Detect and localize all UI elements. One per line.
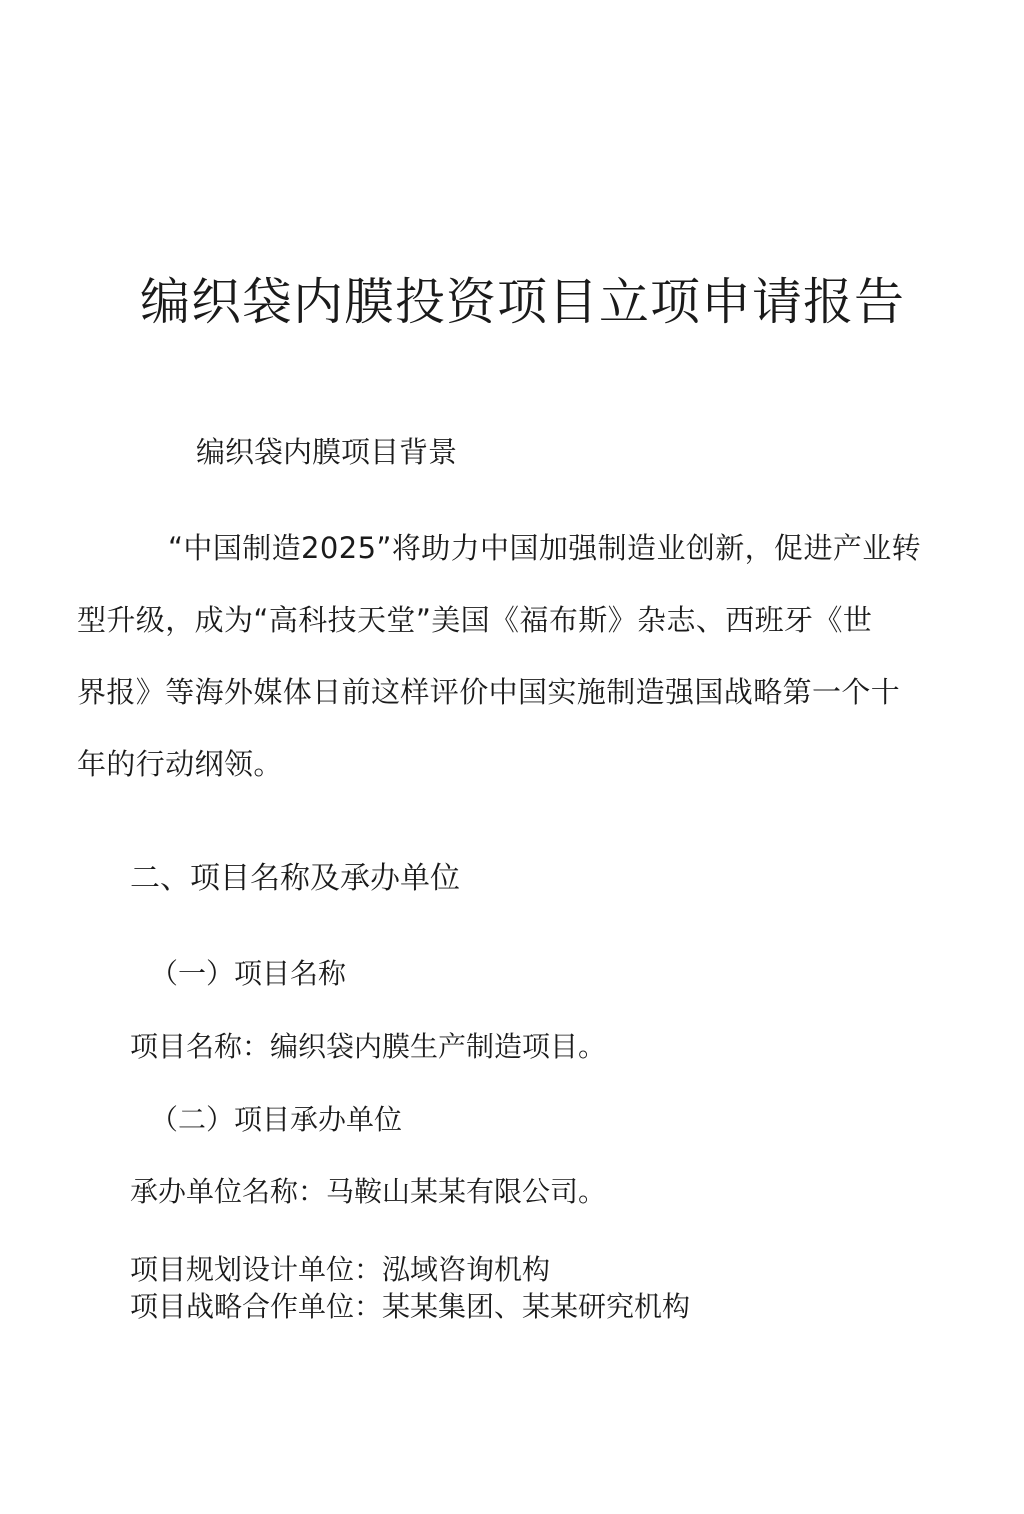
section-two-heading: 二、项目名称及承办单位: [130, 861, 460, 896]
project-name-heading: （一）项目名称: [150, 957, 347, 990]
background-heading: 编织袋内膜项目背景: [196, 435, 458, 469]
project-name-line: 项目名称：编织袋内膜生产制造项目。: [130, 1030, 607, 1063]
background-paragraph-line: 年的行动纲领。: [77, 747, 283, 781]
project-undertaker-heading: （二）项目承办单位: [150, 1103, 403, 1136]
strategic-partner-line: 项目战略合作单位：某某集团、某某研究机构: [130, 1290, 691, 1323]
undertaker-name-line: 承办单位名称：马鞍山某某有限公司。: [130, 1175, 607, 1208]
document-title: 编织袋内膜投资项目立项申请报告: [140, 273, 905, 331]
background-paragraph-line: “中国制造2025”将助力中国加强制造业创新，促进产业转: [168, 531, 922, 565]
background-paragraph-line: 界报》等海外媒体日前这样评价中国实施制造强国战略第一个十: [77, 675, 901, 709]
planning-unit-line: 项目规划设计单位：泓域咨询机构: [130, 1253, 551, 1286]
background-paragraph-line: 型升级，成为“高科技天堂”美国《福布斯》杂志、西班牙《世: [77, 603, 873, 637]
